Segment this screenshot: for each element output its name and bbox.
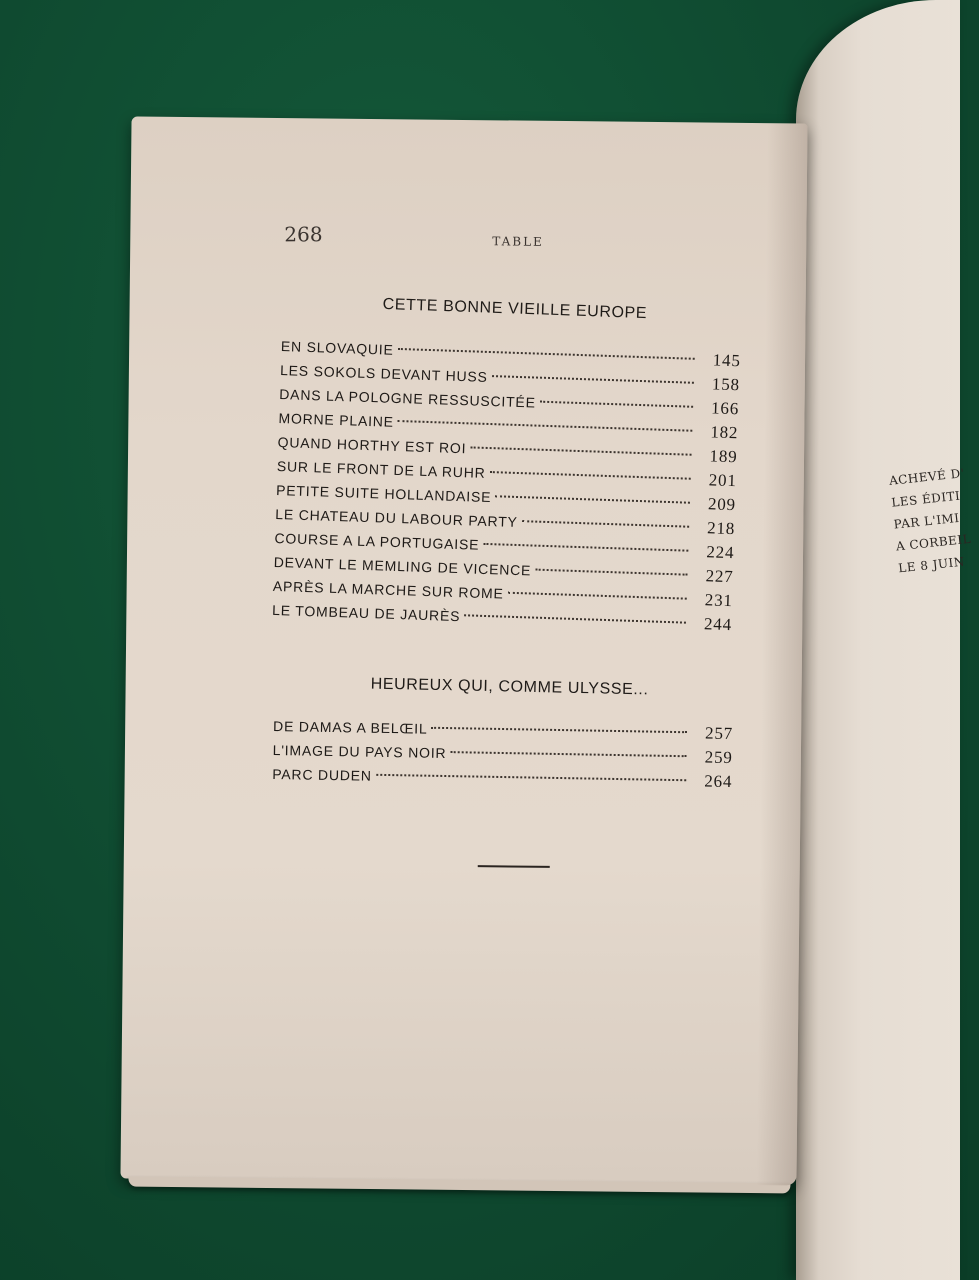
- page-number: 268: [284, 222, 323, 247]
- toc-list: [272, 334, 741, 637]
- toc-entry-page: 264: [704, 771, 733, 792]
- toc-entry-title: PARC DUDEN: [272, 765, 372, 784]
- colophon-line: A CORBEIL: [895, 531, 972, 554]
- colophon-line: LES ÉDITI: [890, 488, 961, 510]
- dot-leader: [398, 348, 695, 360]
- page-edge: [128, 1177, 790, 1194]
- toc-entry-page: 257: [704, 723, 734, 744]
- dot-leader: [483, 543, 688, 552]
- colophon-line: ACHEVÉ D': [888, 466, 966, 488]
- colophon-line: PAR L'IMI: [893, 510, 961, 532]
- toc-entry-title: DANS LA POLOGNE RESSUSCITÉE: [279, 386, 537, 411]
- toc-entry-page: 158: [711, 374, 741, 395]
- toc-entry-page: 201: [708, 470, 738, 491]
- dot-leader: [535, 569, 687, 576]
- dot-leader: [432, 727, 688, 733]
- toc-entry-page: 182: [710, 422, 739, 443]
- dot-leader: [522, 520, 689, 528]
- toc-entry-page: 224: [706, 542, 735, 563]
- toc-entry-title: EN SLOVAQUIE: [280, 338, 394, 358]
- toc-entry-title: DE DAMAS A BELŒIL: [272, 718, 428, 737]
- running-head: TABLE: [492, 234, 544, 249]
- section-title: HEUREUX QUI, COMME ULYSSE...: [370, 675, 649, 699]
- toc-entry-title: LE TOMBEAU DE JAURÈS: [271, 601, 461, 625]
- toc-entry-page: 218: [706, 518, 736, 539]
- toc-entry-page: 166: [710, 398, 740, 419]
- colophon-line: LE 8 JUIN: [897, 554, 966, 576]
- toc-entry-page: 259: [704, 747, 733, 768]
- toc-entry-title: COURSE A LA PORTUGAISE: [274, 529, 480, 553]
- colophon: [888, 462, 979, 580]
- toc-entry-page: 145: [712, 350, 741, 371]
- toc-entry-title: LE CHATEAU DU LABOUR PARTY: [275, 505, 519, 531]
- toc-entry-title: L'IMAGE DU PAYS NOIR: [272, 742, 447, 762]
- toc-entry-title: MORNE PLAINE: [278, 410, 395, 430]
- dot-leader: [492, 375, 694, 384]
- toc-entry-page: 244: [703, 614, 733, 635]
- section-title: CETTE BONNE VIEILLE EUROPE: [382, 295, 648, 323]
- dot-leader: [464, 614, 686, 623]
- toc-entry-page: 231: [704, 590, 734, 611]
- dot-leader: [495, 495, 690, 503]
- toc-entry-page: 189: [709, 446, 738, 467]
- toc-entry-title: DEVANT LE MEMLING DE VICENCE: [273, 553, 532, 579]
- toc-list: [272, 714, 733, 794]
- toc-entry-title: PETITE SUITE HOLLANDAISE: [275, 481, 492, 506]
- toc-entry-title: APRÈS LA MARCHE SUR ROME: [272, 577, 504, 602]
- dot-leader: [376, 774, 686, 781]
- toc-entry-title: SUR LE FRONT DE LA RUHR: [276, 458, 486, 481]
- toc-entry-page: 209: [707, 494, 737, 515]
- toc-entry-title: QUAND HORTHY EST ROI: [277, 434, 467, 457]
- dot-leader: [398, 420, 692, 432]
- right-page: [796, 0, 960, 1280]
- dot-leader: [540, 401, 693, 408]
- dot-leader: [508, 592, 687, 600]
- left-page: [120, 116, 807, 1185]
- dot-leader: [470, 446, 691, 455]
- dot-leader: [450, 751, 686, 757]
- toc-entry-title: LES SOKOLS DEVANT HUSS: [279, 362, 488, 385]
- end-rule: [478, 865, 550, 868]
- toc-entry-page: 227: [705, 566, 734, 587]
- dot-leader: [490, 471, 691, 480]
